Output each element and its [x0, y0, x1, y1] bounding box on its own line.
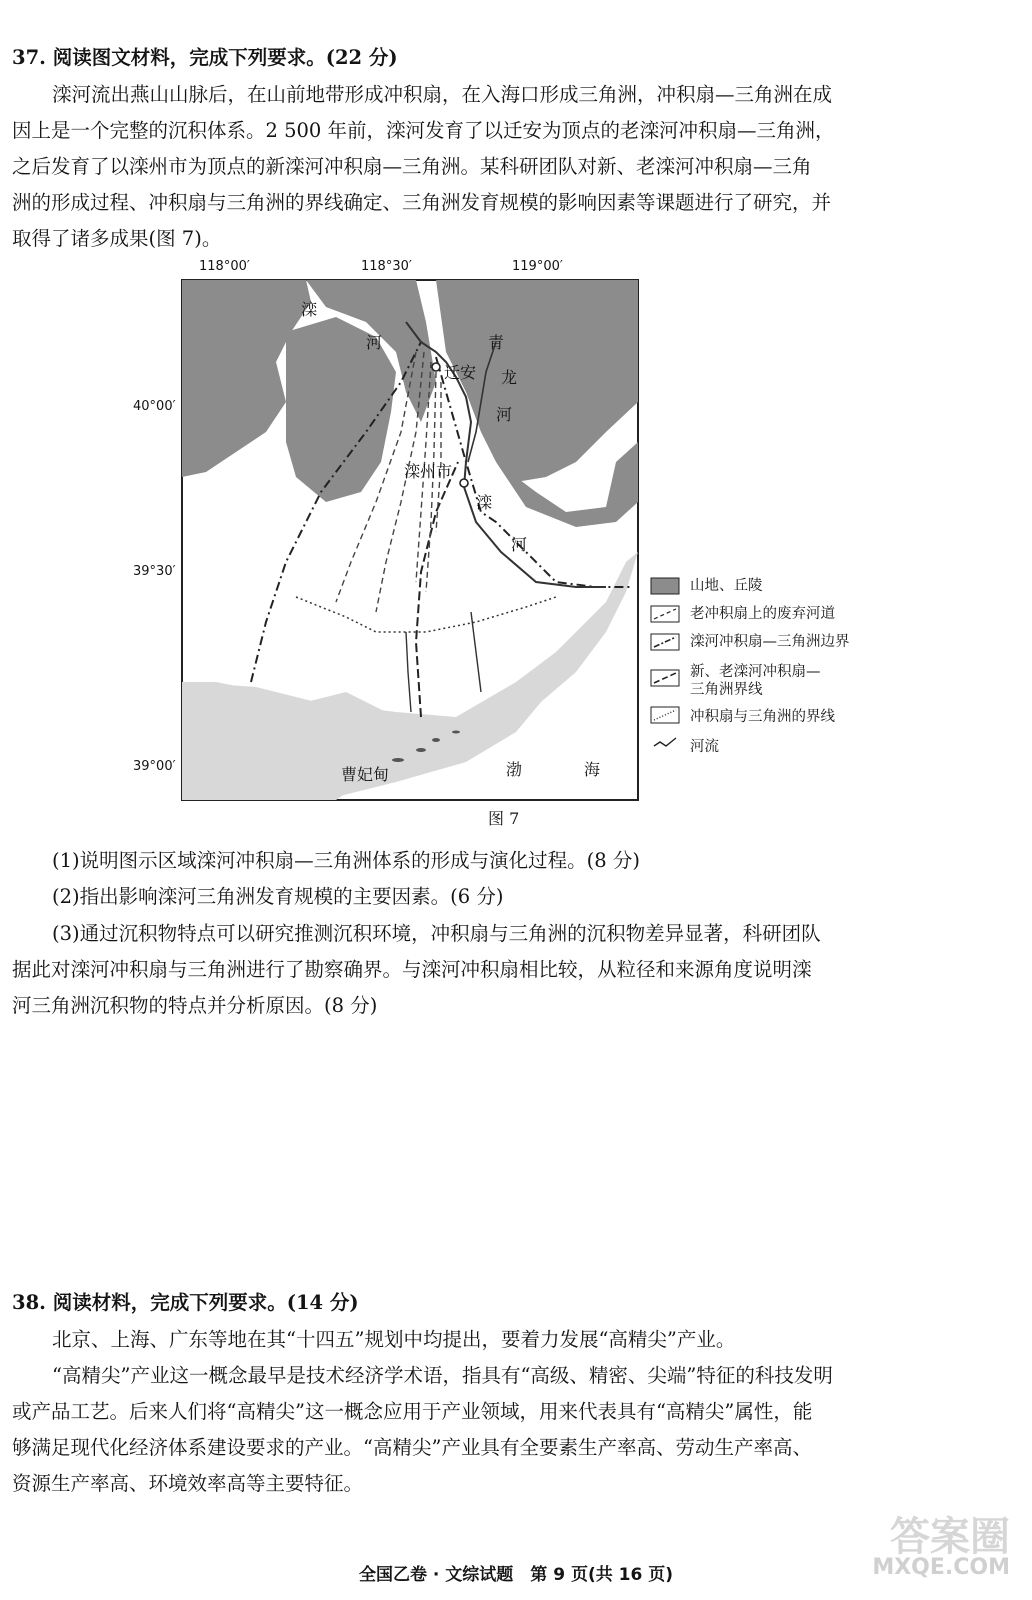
q37-question-3-line-2: 据此对滦河冲积扇与三角洲进行了勘察确界。与滦河冲积扇相比较，从粒径和来源角度说明滦	[12, 958, 812, 981]
legend-sym-river	[654, 738, 676, 746]
label-long: 龙	[501, 368, 518, 387]
legend-fan-delta-line: 冲积扇与三角洲的界线	[690, 709, 835, 725]
q37-para-line-3: 之后发育了以滦州市为顶点的新滦河冲积扇—三角洲。某科研团队对新、老滦河冲积扇—三角	[12, 155, 812, 178]
q37-question-2: (2)指出影响滦河三角洲发育规模的主要因素。(6 分)	[52, 885, 504, 908]
q37-para-line-1: 滦河流出燕山山脉后，在山前地带形成冲积扇，在入海口形成三角洲，冲积扇—三角洲在成	[52, 83, 833, 106]
label-he-2: 河	[496, 405, 513, 424]
legend-mountain: 山地、丘陵	[690, 578, 763, 594]
legend-symbols	[650, 576, 682, 766]
map-drawing	[136, 262, 696, 822]
q38-para-2-line-3: 够满足现代化经济体系建设要求的产业。“高精尖”产业具有全要素生产率高、劳动生产率高、	[12, 1436, 812, 1459]
qianan-point	[432, 363, 440, 371]
legend-sym-mountain	[651, 578, 679, 594]
q38-para-1: 北京、上海、广东等地在其“十四五”规划中均提出，要着力发展“高精尖”产业。	[52, 1328, 736, 1351]
lon-tick-118-30: 118°30′	[361, 259, 412, 274]
q38-heading: 38. 阅读材料，完成下列要求。(14 分)	[12, 1291, 359, 1314]
q37-question-3-line-1: (3)通过沉积物特点可以研究推测沉积环境，冲积扇与三角洲的沉积物差异显著，科研团队	[52, 922, 821, 945]
q37-heading: 37. 阅读图文材料，完成下列要求。(22 分)	[12, 46, 398, 69]
legend-new-old-2: 三角洲界线	[690, 682, 763, 698]
label-he-3: 河	[511, 535, 528, 554]
lat-tick-40-00: 40°00′	[133, 399, 176, 414]
label-qianan: 迁安	[444, 363, 477, 382]
q38-para-2-line-2: 或产品工艺。后来人们将“高精尖”这一概念应用于产业领域，用来代表具有“高精尖”属性，能	[12, 1400, 813, 1423]
watermark-url: MXQE.COM	[872, 1555, 1010, 1580]
legend-abandoned-channel: 老冲积扇上的废弃河道	[690, 606, 835, 622]
luanzhou-point	[460, 479, 468, 487]
label-hai: 海	[584, 760, 601, 779]
page-footer: 全国乙卷 · 文综试题 第 9 页(共 16 页)	[359, 1565, 673, 1585]
lon-tick-118-00: 118°00′	[199, 259, 250, 274]
legend-sym-channel-box	[651, 606, 679, 622]
watermark-logo: 答案圈	[890, 1514, 1010, 1560]
q37-para-line-5: 取得了诸多成果(图 7)。	[12, 227, 222, 250]
label-caofeidian: 曹妃甸	[341, 765, 390, 784]
lon-tick-119-00: 119°00′	[512, 259, 563, 274]
q37-question-1: (1)说明图示区域滦河冲积扇—三角洲体系的形成与演化过程。(8 分)	[52, 849, 640, 872]
q38-para-2-line-4: 资源生产率高、环境效率高等主要特征。	[12, 1472, 364, 1495]
legend-river: 河流	[690, 739, 719, 755]
legend-new-old-1: 新、老滦河冲积扇—	[690, 664, 821, 680]
lat-tick-39-30: 39°30′	[133, 564, 176, 579]
figure-caption: 图 7	[488, 809, 520, 828]
figure-7-map	[133, 259, 696, 822]
label-qing: 青	[488, 333, 505, 352]
label-he-1: 河	[366, 333, 383, 352]
label-luan-2: 滦	[476, 493, 493, 512]
legend-fan-delta-boundary: 滦河冲积扇—三角洲边界	[690, 634, 850, 650]
lat-tick-39-00: 39°00′	[133, 759, 176, 774]
q37-para-line-4: 洲的形成过程、冲积扇与三角洲的界线确定、三角洲发育规模的影响因素等课题进行了研究，并	[12, 191, 832, 214]
q37-question-3-line-3: 河三角洲沉积物的特点并分析原因。(8 分)	[12, 994, 378, 1017]
q37-para-line-2: 因上是一个完整的沉积体系。2 500 年前，滦河发育了以迁安为顶点的老滦河冲积扇—三角洲，	[12, 119, 835, 142]
label-luanzhou: 滦州市	[404, 462, 453, 481]
label-luan-1: 滦	[301, 300, 318, 319]
q38-para-2-line-1: “高精尖”产业这一概念最早是技术经济学术语，指具有“高级、精密、尖端”特征的科技发明	[52, 1364, 833, 1387]
label-bo: 渤	[506, 760, 523, 779]
